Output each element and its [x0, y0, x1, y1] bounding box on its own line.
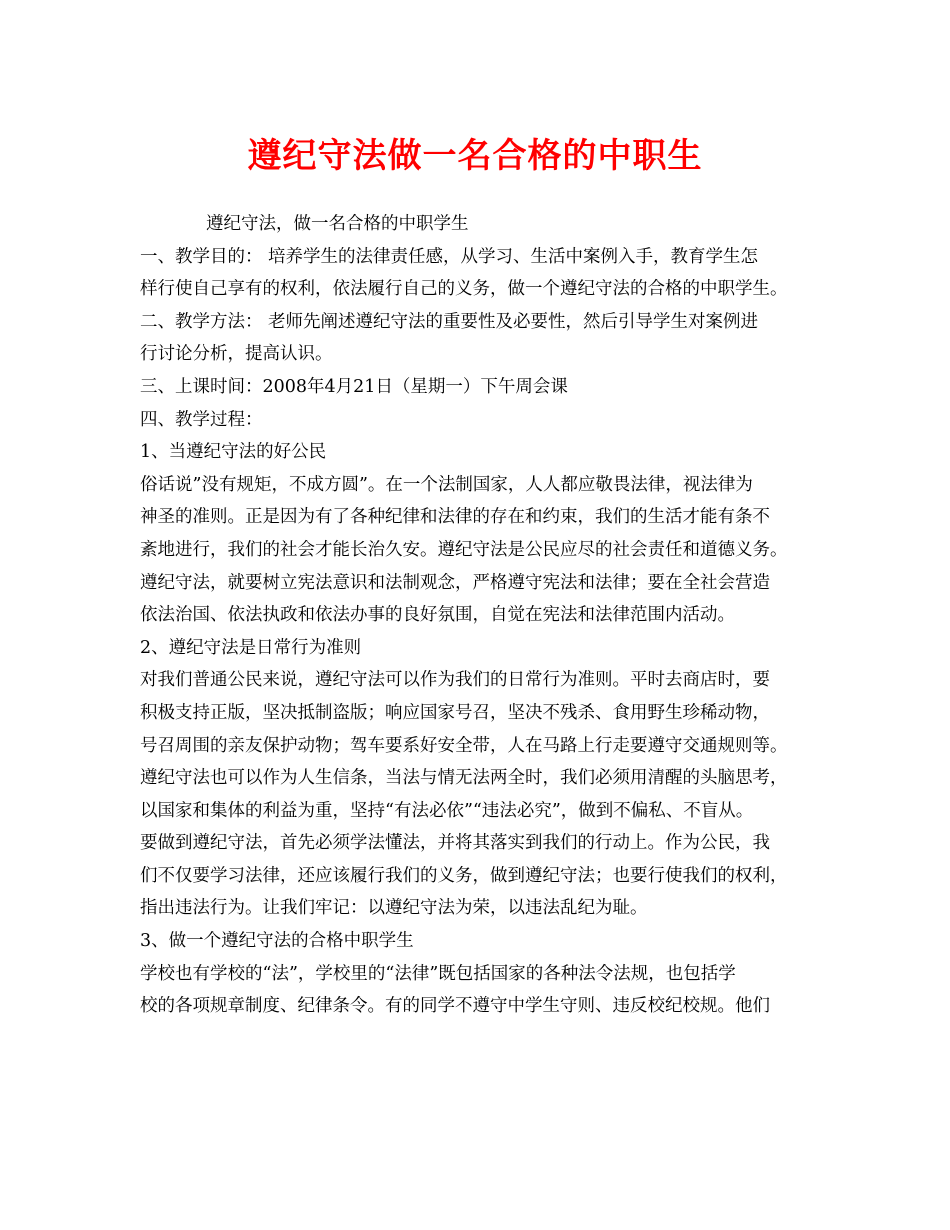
text-line: 神圣的准则。正是因为有了各种纪律和法律的存在和约束，我们的生活才能有条不	[140, 507, 770, 528]
text-line: 依法治国、依法执政和依法办事的良好氛围，自觉在宪法和法律范围内活动。	[140, 605, 735, 626]
text-line: 1、当遵纪守法的好公民	[140, 442, 327, 463]
document-title: 遵纪守法做一名合格的中职生	[247, 136, 703, 176]
text-line: 2、遵纪守法是日常行为准则	[140, 637, 362, 658]
text-line: 二、教学方法： 老师先阐述遵纪守法的重要性及必要性，然后引导学生对案例进	[140, 311, 759, 332]
text-line: 校的各项规章制度、纪律条令。有的同学不遵守中学生守则、违反校纪校规。他们	[140, 996, 770, 1017]
text-line: 指出违法行为。让我们牢记：以遵纪守法为荣，以违法乱纪为耻。	[140, 898, 648, 919]
text-line: 紊地进行，我们的社会才能长治久安。遵纪守法是公民应尽的社会责任和道德义务。	[140, 539, 788, 560]
text-line: 遵纪守法也可以作为人生信条，当法与情无法两全时，我们必须用清醒的头脑思考，	[140, 768, 788, 789]
text-line: 遵纪守法，做一名合格的中职学生	[206, 214, 469, 234]
text-line: 三、上课时间：2008年4月21日（星期一）下午周会课	[140, 376, 568, 397]
text-line: 遵纪守法，就要树立宪法意识和法制观念，严格遵守宪法和法律；要在全社会营造	[140, 572, 770, 593]
text-line: 俗话说”没有规矩，不成方圆”。在一个法制国家，人人都应敬畏法律，视法律为	[140, 474, 753, 495]
text-line: 学校也有学校的“法”，学校里的“法律”既包括国家的各种法令法规，也包括学	[140, 963, 736, 984]
text-line: 号召周围的亲友保护动物；驾车要系好安全带，人在马路上行走要遵守交通规则等。	[140, 735, 788, 756]
text-line: 以国家和集体的利益为重，坚持“有法必依”“违法必究”，做到不偏私、不盲从。	[140, 800, 754, 821]
text-line: 样行使自己享有的权利，依法履行自己的义务，做一个遵纪守法的合格的中职学生。	[140, 279, 788, 300]
text-line: 3、做一个遵纪守法的合格中职学生	[140, 931, 414, 952]
text-line: 四、教学过程：	[140, 409, 263, 430]
text-line: 们不仅要学习法律，还应该履行我们的义务，做到遵纪守法；也要行使我们的权利，	[140, 865, 788, 886]
text-line: 要做到遵纪守法，首先必须学法懂法，并将其落实到我们的行动上。作为公民，我	[140, 833, 770, 854]
text-line: 一、教学目的： 培养学生的法律责任感，从学习、生活中案例入手，教育学生怎	[140, 246, 759, 267]
text-line: 行讨论分析，提高认识。	[140, 344, 333, 365]
text-line: 积极支持正版，坚决抵制盗版；响应国家号召，坚决不残杀、食用野生珍稀动物，	[140, 702, 770, 723]
document-body	[140, 208, 830, 1023]
text-line: 对我们普通公民来说，遵纪守法可以作为我们的日常行为准则。平时去商店时，要	[140, 670, 770, 691]
